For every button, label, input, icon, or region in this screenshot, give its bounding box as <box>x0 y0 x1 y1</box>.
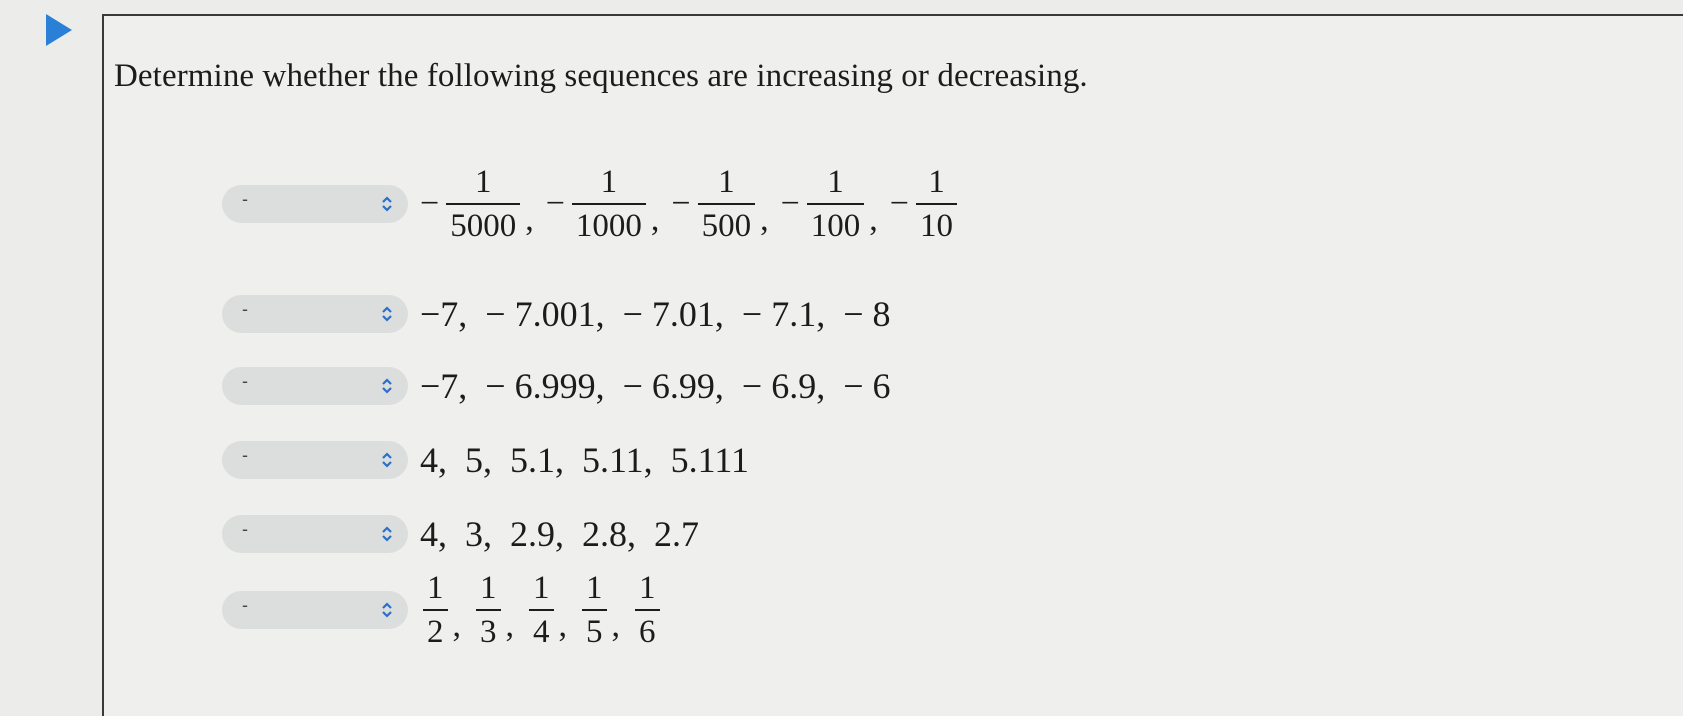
sequence-expression-4: 4, 5, 5.1, 5.11, 5.111 <box>420 440 749 480</box>
question-text: Determine whether the following sequences are increasing or decreasing. <box>114 58 1088 94</box>
comma: , <box>650 201 660 238</box>
sequence-expression-5: 4, 3, 2.9, 2.8, 2.7 <box>420 514 699 554</box>
minus-sign: − <box>671 185 691 222</box>
denominator: 100 <box>807 203 865 243</box>
denominator: 3 <box>476 609 501 649</box>
comma: , <box>611 607 620 644</box>
sequence-row-1 <box>222 163 960 244</box>
minus-sign: − <box>545 185 565 222</box>
answer-select-2[interactable] <box>222 295 408 333</box>
denominator: 10 <box>916 203 957 243</box>
numerator: 1 <box>480 569 497 606</box>
sequence-row-5 <box>222 514 699 554</box>
fraction <box>529 569 554 650</box>
numerator: 1 <box>474 163 492 200</box>
numerator: 1 <box>533 569 550 606</box>
sequence-expression-1 <box>420 163 960 244</box>
fraction <box>582 569 607 650</box>
select-value: - <box>242 299 248 319</box>
select-value: - <box>242 189 248 209</box>
comma: , <box>558 607 567 644</box>
fraction <box>423 569 448 650</box>
select-value: - <box>242 445 248 465</box>
denominator: 5000 <box>446 203 520 243</box>
answer-select-6[interactable] <box>222 591 408 629</box>
up-down-chevron-icon <box>380 193 394 215</box>
fraction <box>807 163 865 244</box>
sequence-expression-3: −7, − 6.999, − 6.99, − 6.9, − 6 <box>420 366 891 406</box>
up-down-chevron-icon <box>380 523 394 545</box>
up-down-chevron-icon <box>380 375 394 397</box>
denominator: 1000 <box>572 203 646 243</box>
fraction <box>476 569 501 650</box>
numerator: 1 <box>427 569 444 606</box>
fraction <box>916 163 957 244</box>
comma: , <box>505 607 514 644</box>
numerator: 1 <box>639 569 656 606</box>
answer-select-3[interactable] <box>222 367 408 405</box>
numerator: 1 <box>718 163 735 200</box>
denominator: 500 <box>698 203 756 243</box>
minus-sign: − <box>420 185 440 222</box>
fraction <box>635 569 660 650</box>
numerator: 1 <box>586 569 603 606</box>
answer-select-1[interactable] <box>222 185 408 223</box>
denominator: 4 <box>529 609 554 649</box>
up-down-chevron-icon <box>380 303 394 325</box>
comma: , <box>760 201 769 238</box>
comma: , <box>525 201 534 238</box>
fraction <box>446 163 520 244</box>
minus-sign: − <box>780 185 800 222</box>
select-value: - <box>242 371 248 391</box>
numerator: 1 <box>928 163 945 200</box>
sequence-row-3 <box>222 366 891 406</box>
sequence-row-4 <box>222 440 749 480</box>
fraction <box>698 163 756 244</box>
up-down-chevron-icon <box>380 599 394 621</box>
minus-sign: − <box>889 185 909 222</box>
denominator: 2 <box>423 609 448 649</box>
denominator: 5 <box>582 609 607 649</box>
numerator: 1 <box>827 163 844 200</box>
sequence-expression-6 <box>420 569 663 650</box>
collapse-arrow-icon[interactable] <box>46 14 72 46</box>
sequence-row-6 <box>222 569 663 650</box>
select-value: - <box>242 519 248 539</box>
up-down-chevron-icon <box>380 449 394 471</box>
denominator: 6 <box>635 609 660 649</box>
sequence-row-2 <box>222 294 891 334</box>
answer-select-4[interactable] <box>222 441 408 479</box>
select-value: - <box>242 595 248 615</box>
numerator: 1 <box>600 163 618 200</box>
fraction <box>572 163 646 244</box>
comma: , <box>869 201 878 238</box>
answer-select-5[interactable] <box>222 515 408 553</box>
sequence-expression-2: −7, − 7.001, − 7.01, − 7.1, − 8 <box>420 294 891 334</box>
comma: , <box>452 607 461 644</box>
